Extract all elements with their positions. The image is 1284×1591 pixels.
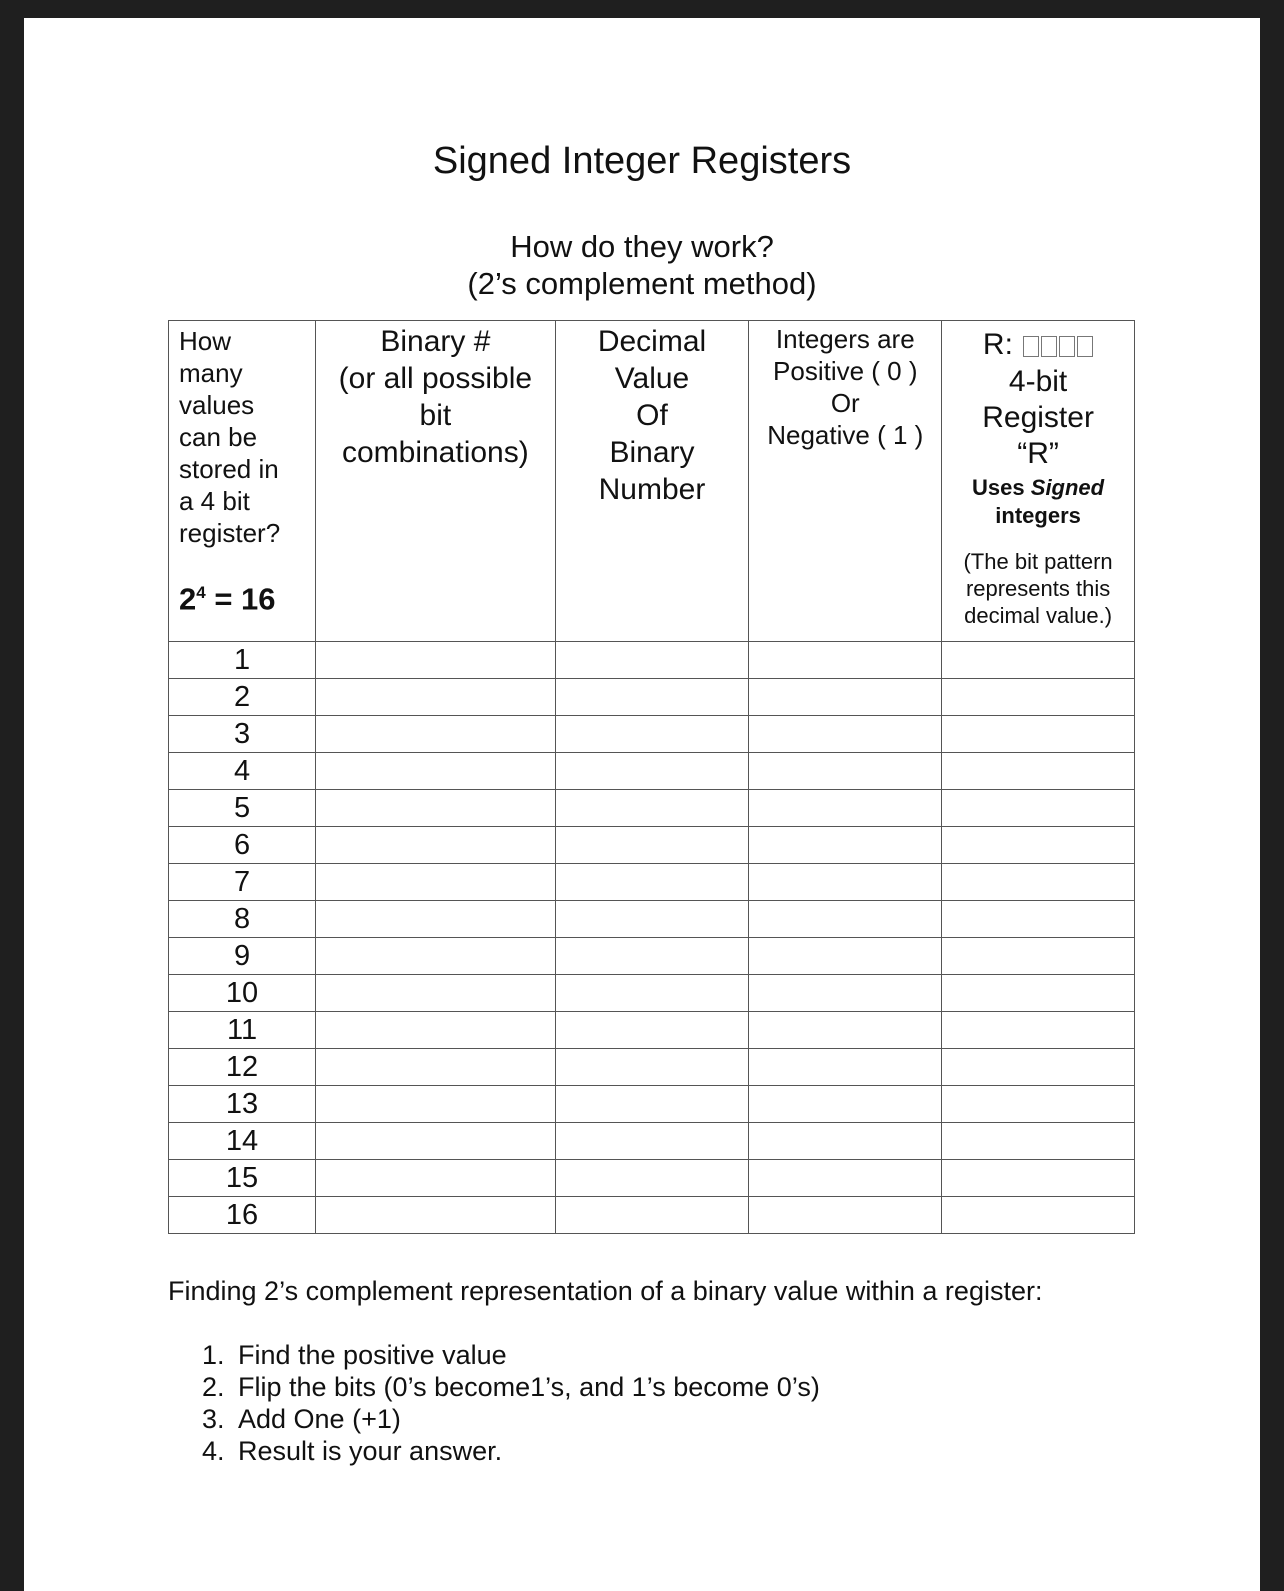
table-row bbox=[169, 790, 1135, 827]
table-row bbox=[169, 642, 1135, 679]
header-count-line: values bbox=[179, 390, 255, 420]
decimal-cell[interactable] bbox=[555, 679, 749, 716]
binary-cell[interactable] bbox=[316, 642, 555, 679]
sign-cell[interactable] bbox=[749, 1197, 942, 1234]
decimal-cell[interactable] bbox=[555, 1086, 749, 1123]
binary-cell[interactable] bbox=[316, 827, 555, 864]
header-binary-line: combinations) bbox=[341, 436, 529, 469]
header-count bbox=[169, 321, 316, 642]
row-number-cell: 13 bbox=[169, 1086, 316, 1123]
table-row bbox=[169, 753, 1135, 790]
table-row bbox=[169, 1197, 1135, 1234]
table-row bbox=[169, 1160, 1135, 1197]
row-number-cell: 16 bbox=[169, 1197, 316, 1234]
decimal-cell[interactable] bbox=[555, 827, 749, 864]
row-number-cell: 11 bbox=[169, 1012, 316, 1049]
row-number-cell: 4 bbox=[169, 753, 316, 790]
header-sign-line: Or bbox=[830, 388, 860, 418]
header-count-line: register? bbox=[179, 518, 281, 548]
step-number: 3. bbox=[202, 1404, 225, 1434]
step-text: Find the positive value bbox=[238, 1340, 507, 1370]
register-cell[interactable] bbox=[942, 716, 1135, 753]
table-row bbox=[169, 901, 1135, 938]
header-decimal-line: Binary bbox=[609, 436, 695, 469]
header-sign bbox=[749, 321, 942, 642]
bit-box-icon bbox=[1023, 336, 1039, 357]
step-number: 4. bbox=[202, 1436, 225, 1466]
register-cell[interactable] bbox=[942, 938, 1135, 975]
header-decimal-line: Decimal bbox=[597, 325, 707, 358]
table-header-row bbox=[169, 321, 1135, 642]
binary-cell[interactable] bbox=[316, 901, 555, 938]
header-decimal-line: Number bbox=[598, 473, 706, 506]
register-cell[interactable] bbox=[942, 679, 1135, 716]
step-number: 2. bbox=[202, 1372, 225, 1402]
decimal-cell[interactable] bbox=[555, 1123, 749, 1160]
power-base: 2 bbox=[179, 581, 197, 617]
worksheet-page bbox=[24, 18, 1260, 1591]
register-line: Register bbox=[982, 401, 1094, 435]
bit-pattern-note bbox=[942, 548, 1134, 629]
table-row bbox=[169, 864, 1135, 901]
uses-suffix: integers bbox=[995, 503, 1081, 529]
row-number-cell: 5 bbox=[169, 790, 316, 827]
register-label bbox=[942, 327, 1134, 364]
binary-cell[interactable] bbox=[316, 1086, 555, 1123]
decimal-cell[interactable] bbox=[555, 1012, 749, 1049]
row-number-cell: 15 bbox=[169, 1160, 316, 1197]
register-cell[interactable] bbox=[942, 1123, 1135, 1160]
subtitle-line-2: (2’s complement method) bbox=[467, 266, 817, 301]
row-number-cell: 14 bbox=[169, 1123, 316, 1160]
register-cell[interactable] bbox=[942, 790, 1135, 827]
sign-cell[interactable] bbox=[749, 938, 942, 975]
step-number: 1. bbox=[202, 1340, 225, 1370]
sign-cell[interactable] bbox=[749, 716, 942, 753]
bit-box-icon bbox=[1077, 336, 1093, 357]
binary-cell[interactable] bbox=[316, 1197, 555, 1234]
header-register bbox=[942, 321, 1135, 642]
note-line: decimal value.) bbox=[964, 603, 1113, 629]
step-item bbox=[202, 1339, 820, 1371]
register-cell[interactable] bbox=[942, 901, 1135, 938]
table-row bbox=[169, 1012, 1135, 1049]
sign-cell[interactable] bbox=[749, 753, 942, 790]
power-result: = 16 bbox=[205, 581, 276, 617]
header-binary-line: bit bbox=[419, 399, 452, 432]
bit-boxes bbox=[1021, 328, 1093, 364]
row-number-cell: 8 bbox=[169, 901, 316, 938]
power-expression bbox=[179, 577, 315, 615]
decimal-cell[interactable] bbox=[555, 864, 749, 901]
decimal-cell[interactable] bbox=[555, 938, 749, 975]
register-cell[interactable] bbox=[942, 827, 1135, 864]
row-number-cell: 7 bbox=[169, 864, 316, 901]
sign-cell[interactable] bbox=[749, 642, 942, 679]
sign-cell[interactable] bbox=[749, 1012, 942, 1049]
sign-cell[interactable] bbox=[749, 975, 942, 1012]
register-cell[interactable] bbox=[942, 864, 1135, 901]
row-number-cell: 2 bbox=[169, 679, 316, 716]
decimal-cell[interactable] bbox=[555, 753, 749, 790]
note-line: (The bit pattern bbox=[963, 549, 1113, 575]
uses-italic: Signed bbox=[1030, 475, 1105, 501]
header-binary-line: Binary # bbox=[380, 325, 491, 358]
steps-list bbox=[202, 1339, 820, 1467]
uses-prefix: Uses bbox=[972, 475, 1031, 501]
decimal-cell[interactable] bbox=[555, 1197, 749, 1234]
bit-box-icon bbox=[1059, 336, 1075, 357]
binary-cell[interactable] bbox=[316, 1049, 555, 1086]
power-exponent: 4 bbox=[196, 583, 206, 602]
table-row bbox=[169, 1086, 1135, 1123]
page-title: Signed Integer Registers bbox=[432, 140, 852, 182]
row-number-cell: 6 bbox=[169, 827, 316, 864]
step-item bbox=[202, 1371, 820, 1403]
uses-signed-text bbox=[942, 474, 1134, 530]
header-binary-line: (or all possible bbox=[338, 362, 533, 395]
table-row bbox=[169, 716, 1135, 753]
sign-cell[interactable] bbox=[749, 901, 942, 938]
register-cell[interactable] bbox=[942, 975, 1135, 1012]
note-line: represents this bbox=[965, 576, 1111, 602]
decimal-cell[interactable] bbox=[555, 1049, 749, 1086]
register-cell[interactable] bbox=[942, 1086, 1135, 1123]
table-row bbox=[169, 1123, 1135, 1160]
header-binary bbox=[316, 321, 555, 642]
step-item bbox=[202, 1403, 820, 1435]
row-number-cell: 12 bbox=[169, 1049, 316, 1086]
finding-title: Finding 2’s complement representation of a binary value within a register: bbox=[168, 1276, 1043, 1306]
row-number-cell: 10 bbox=[169, 975, 316, 1012]
table-row bbox=[169, 827, 1135, 864]
register-cell[interactable] bbox=[942, 1012, 1135, 1049]
decimal-cell[interactable] bbox=[555, 901, 749, 938]
sign-cell[interactable] bbox=[749, 1086, 942, 1123]
header-decimal-line: Of bbox=[636, 399, 668, 432]
binary-cell[interactable] bbox=[316, 1123, 555, 1160]
sign-cell[interactable] bbox=[749, 1160, 942, 1197]
header-decimal-line: Value bbox=[614, 362, 690, 395]
row-number-cell: 1 bbox=[169, 642, 316, 679]
register-line: 4-bit bbox=[1008, 365, 1068, 399]
table-row bbox=[169, 938, 1135, 975]
table-body bbox=[169, 642, 1135, 1234]
header-sign-line: Integers are bbox=[775, 324, 915, 354]
binary-cell[interactable] bbox=[316, 753, 555, 790]
header-sign-line: Positive ( 0 ) bbox=[773, 356, 918, 386]
register-cell[interactable] bbox=[942, 1049, 1135, 1086]
decimal-cell[interactable] bbox=[555, 790, 749, 827]
step-text: Flip the bits (0’s become1’s, and 1’s become 0’s) bbox=[238, 1372, 820, 1402]
sign-cell[interactable] bbox=[749, 1123, 942, 1160]
register-cell[interactable] bbox=[942, 642, 1135, 679]
register-table bbox=[168, 320, 1135, 1234]
binary-cell[interactable] bbox=[316, 938, 555, 975]
row-number-cell: 3 bbox=[169, 716, 316, 753]
binary-cell[interactable] bbox=[316, 975, 555, 1012]
sign-cell[interactable] bbox=[749, 679, 942, 716]
step-text: Add One (+1) bbox=[238, 1404, 401, 1434]
register-line: “R” bbox=[1017, 437, 1059, 471]
subtitle-line-1: How do they work? bbox=[510, 229, 774, 264]
binary-cell[interactable] bbox=[316, 1160, 555, 1197]
register-cell[interactable] bbox=[942, 1160, 1135, 1197]
table-row bbox=[169, 975, 1135, 1012]
register-cell[interactable] bbox=[942, 1197, 1135, 1234]
table-row bbox=[169, 679, 1135, 716]
page-subtitle bbox=[24, 228, 1260, 302]
binary-cell[interactable] bbox=[316, 716, 555, 753]
sign-cell[interactable] bbox=[749, 864, 942, 901]
header-decimal bbox=[555, 321, 749, 642]
header-sign-line: Negative ( 1 ) bbox=[767, 420, 924, 450]
binary-cell[interactable] bbox=[316, 679, 555, 716]
register-cell[interactable] bbox=[942, 753, 1135, 790]
binary-cell[interactable] bbox=[316, 864, 555, 901]
header-count-line: can be bbox=[179, 422, 258, 452]
sign-cell[interactable] bbox=[749, 827, 942, 864]
header-count-line: many bbox=[179, 358, 243, 388]
binary-cell[interactable] bbox=[316, 1012, 555, 1049]
decimal-cell[interactable] bbox=[555, 1160, 749, 1197]
bit-box-icon bbox=[1041, 336, 1057, 357]
binary-cell[interactable] bbox=[316, 790, 555, 827]
table-row bbox=[169, 1049, 1135, 1086]
row-number-cell: 9 bbox=[169, 938, 316, 975]
header-count-line: a 4 bit bbox=[179, 486, 250, 516]
decimal-cell[interactable] bbox=[555, 975, 749, 1012]
sign-cell[interactable] bbox=[749, 1049, 942, 1086]
register-prefix: R: bbox=[982, 328, 1013, 361]
step-text: Result is your answer. bbox=[238, 1436, 503, 1466]
header-count-line: stored in bbox=[179, 454, 279, 484]
header-count-line: How bbox=[179, 326, 232, 356]
sign-cell[interactable] bbox=[749, 790, 942, 827]
decimal-cell[interactable] bbox=[555, 716, 749, 753]
step-item bbox=[202, 1435, 820, 1467]
decimal-cell[interactable] bbox=[555, 642, 749, 679]
